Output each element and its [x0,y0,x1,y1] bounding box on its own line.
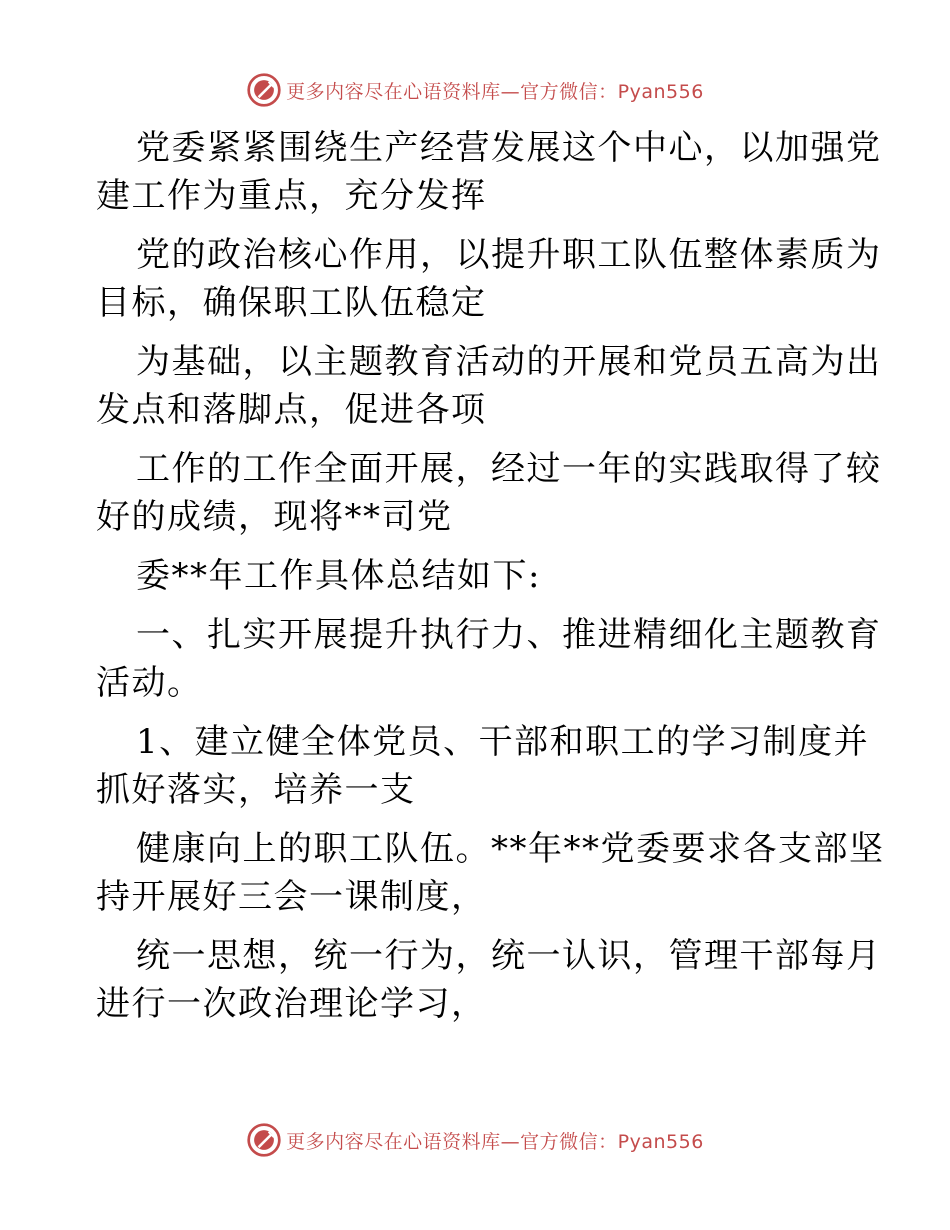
paragraph [96,124,882,220]
paragraph [96,825,885,921]
paragraph [96,338,882,434]
text-line: 活动。 [96,663,203,703]
paragraph [96,231,882,327]
paragraph [96,932,882,1028]
text-line: 委**年工作具体总结如下: [136,556,541,596]
text-line: 1、建立健全体党员、干部和职工的学习制度并 [136,722,870,762]
paragraph [96,445,882,541]
text-line: 党的政治核心作用，以提升职工队伍整体素质为 [136,235,882,275]
header-watermark-banner [0,70,950,110]
pen-seal-logo-icon [246,1122,282,1158]
text-line: 好的成绩，现将**司党 [96,497,453,537]
text-line: 发点和落脚点，促进各项 [96,390,487,430]
paragraph [96,552,856,600]
document-body [96,124,885,1039]
text-line: 建工作为重点，充分发挥 [96,176,487,216]
text-line: 抓好落实，培养一支 [96,770,416,810]
text-line: 一、扎实开展提升执行力、推进精细化主题教育 [136,615,882,655]
paragraph [96,611,882,707]
paragraph [96,718,870,814]
text-line: 持开展好三会一课制度， [96,877,487,917]
footer-watermark-banner [0,1120,950,1160]
watermark-text: 更多内容尽在心语资料库—官方微信：Pyan556 [286,1130,704,1153]
text-line: 工作的工作全面开展，经过一年的实践取得了较 [136,449,882,489]
text-line: 健康向上的职工队伍。**年**党委要求各支部坚 [136,829,885,869]
text-line: 党委紧紧围绕生产经营发展这个中心，以加强党 [136,128,882,168]
watermark-text: 更多内容尽在心语资料库—官方微信：Pyan556 [286,80,704,103]
text-line: 进行一次政治理论学习， [96,984,487,1024]
text-line: 统一思想，统一行为，统一认识，管理干部每月 [136,936,882,976]
pen-seal-logo-icon [246,72,282,108]
text-line: 为基础，以主题教育活动的开展和党员五高为出 [136,342,882,382]
text-line: 目标，确保职工队伍稳定 [96,283,487,323]
